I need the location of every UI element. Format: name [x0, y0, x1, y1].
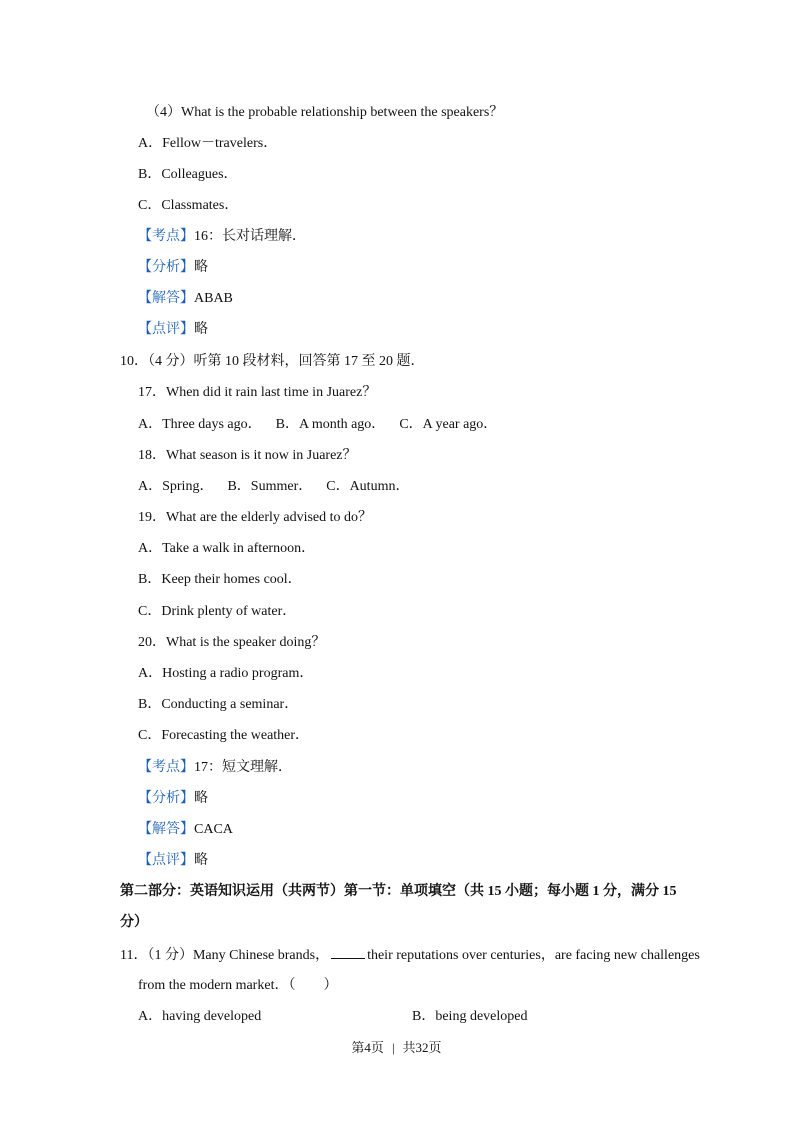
q18-options — [138, 478, 409, 496]
jieda-tag: 【解答】 — [138, 822, 194, 837]
question-prefix: 11．（1 分）Many Chinese brands， — [120, 948, 330, 963]
jieda-text: ABAB — [194, 291, 233, 306]
question-suffix: their reputations over centuries，are facing new challenges — [367, 948, 700, 963]
option-b: B．being developed — [412, 1009, 528, 1024]
section-title-cont: 分） — [120, 915, 148, 930]
q17-options — [138, 416, 497, 434]
option-c: C．Classmates． — [138, 198, 239, 213]
jieda-text: CACA — [194, 822, 233, 837]
dianping-text: 略 — [194, 853, 208, 868]
fenxi-row — [138, 790, 208, 808]
fenxi-text: 略 — [194, 791, 208, 806]
jieda-row — [138, 821, 233, 839]
kaodian-row — [138, 759, 292, 777]
fenxi-tag: 【分析】 — [138, 260, 194, 275]
jieda-tag: 【解答】 — [138, 291, 194, 306]
option-c: C．Autumn． — [326, 479, 410, 494]
option-a: A．Hosting a radio program． — [138, 666, 314, 681]
question-11-cont: from the modern market．（ ） — [138, 978, 338, 993]
question-17: 17．When did it rain last time in Juarez？ — [138, 385, 377, 400]
option-b: B．Keep their homes cool． — [138, 572, 302, 587]
option-b: B．A month ago． — [275, 417, 386, 432]
kaodian-tag: 【考点】 — [138, 229, 194, 244]
page-current: 第4页 — [351, 1040, 384, 1055]
fenxi-row — [138, 259, 208, 277]
fenxi-text: 略 — [194, 260, 208, 275]
kaodian-row — [138, 228, 306, 246]
dianping-text: 略 — [194, 322, 208, 337]
question-header: 10．（4 分）听第 10 段材料，回答第 17 至 20 题． — [120, 354, 425, 369]
option-b: B．Summer． — [227, 479, 313, 494]
dianping-tag: 【点评】 — [138, 853, 194, 868]
question-text: （4）What is the probable relationship between the speakers？ — [146, 105, 504, 120]
option-a: A．Three days ago． — [138, 417, 262, 432]
answer-blank — [331, 946, 365, 959]
option-a: A．Take a walk in afternoon． — [138, 541, 316, 556]
question-20: 20．What is the speaker doing？ — [138, 635, 326, 650]
fenxi-tag: 【分析】 — [138, 791, 194, 806]
option-a: A．Fellow－travelers． — [138, 136, 278, 151]
question-11 — [120, 946, 700, 965]
page-footer — [0, 1037, 793, 1056]
dianping-row — [138, 321, 208, 339]
option-b: B．Conducting a seminar． — [138, 697, 299, 712]
kaodian-text: 16：长对话理解． — [194, 229, 306, 244]
question-18: 18．What season is it now in Juarez？ — [138, 448, 357, 463]
option-a: A．having developed — [138, 1009, 262, 1024]
footer-separator: | — [391, 1040, 395, 1055]
dianping-tag: 【点评】 — [138, 322, 194, 337]
option-c: C．A year ago． — [399, 417, 498, 432]
option-c: C．Drink plenty of water． — [138, 604, 297, 619]
kaodian-tag: 【考点】 — [138, 760, 194, 775]
question-19: 19．What are the elderly advised to do？ — [138, 510, 373, 525]
section-title: 第二部分：英语知识运用（共两节）第一节：单项填空（共 15 小题；每小题 1 分，满分 15 — [120, 884, 677, 899]
kaodian-text: 17：短文理解． — [194, 760, 292, 775]
jieda-row — [138, 290, 233, 308]
option-a: A．Spring． — [138, 479, 214, 494]
dianping-row — [138, 852, 208, 870]
option-b: B．Colleagues． — [138, 167, 238, 182]
option-c: C．Forecasting the weather． — [138, 728, 310, 743]
page-total: 共32页 — [402, 1040, 442, 1055]
